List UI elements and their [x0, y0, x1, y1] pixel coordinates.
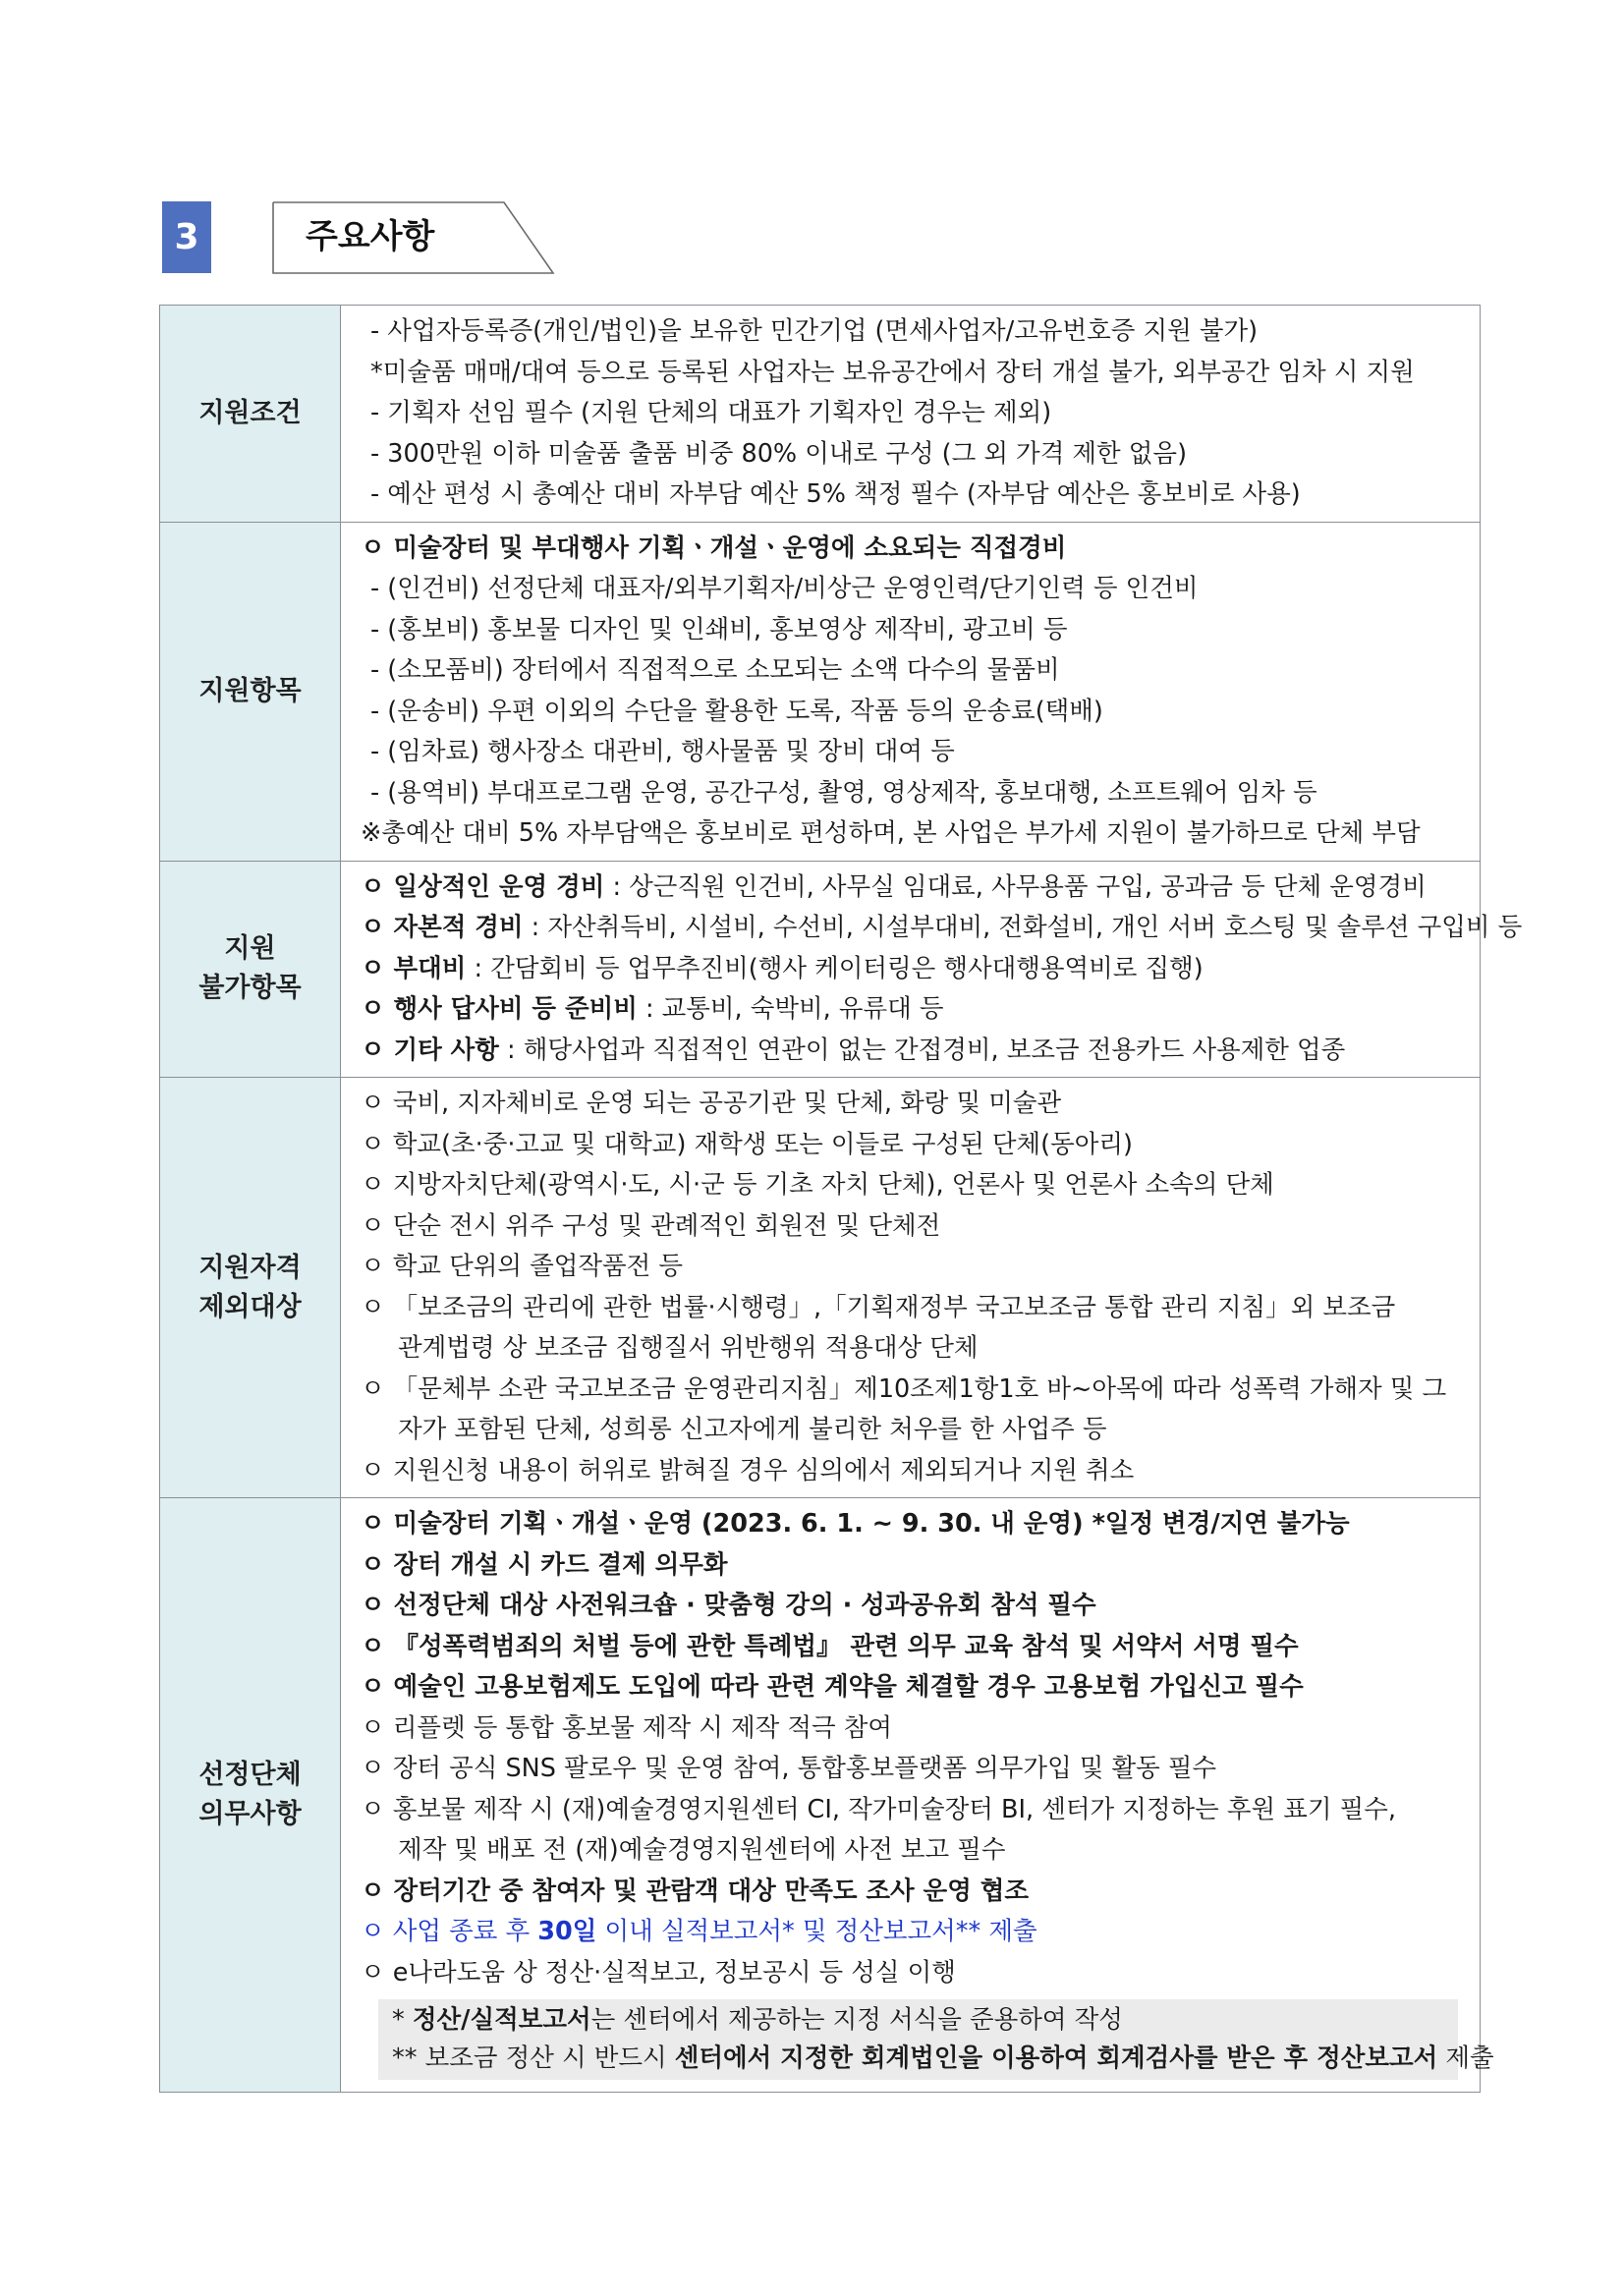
item-text: : 해당사업과 직접적인 연관이 없는 간접경비, 보조금 전용카드 사용제한 업종 [498, 1035, 1346, 1065]
row-label: 지원조건 [198, 397, 302, 428]
item-text: : 교통비, 숙박비, 유류대 등 [637, 994, 944, 1024]
row-content-cell [341, 522, 1481, 861]
list-item [361, 475, 1458, 516]
list-item [361, 868, 1458, 909]
row-label: 의무사항 [198, 1799, 302, 1829]
list-item [361, 311, 1458, 353]
item-text: - 사업자등록증(개인/법인)을 보유한 민간기업 (면세사업자/고유번호증 지원 불가) [370, 316, 1259, 346]
row-content-cell [341, 1498, 1494, 2093]
item-text: ㅇ 「문체부 소관 국고보조금 운영관리지침」제10조제1항1호 바~아목에 따라 성폭력 가해자 및 그 [361, 1373, 1447, 1404]
list-item [361, 1247, 1458, 1288]
list-item [361, 1328, 1458, 1370]
row-label: 선정단체 [198, 1760, 302, 1790]
item-text: 자가 포함된 단체, 성희롱 신고자에게 불리한 처우를 한 사업주 등 [398, 1415, 1107, 1444]
item-text: ㅇ 지방자치단체(광역시·도, 시·군 등 기초 자치 단체), 언론사 및 언론사 소속의 단체 [361, 1170, 1274, 1200]
list-item [361, 1165, 1458, 1206]
list-item [361, 569, 1458, 610]
item-text: ㅇ 단순 전시 위주 구성 및 관례적인 회원전 및 단체전 [361, 1210, 941, 1241]
list-item [361, 1451, 1458, 1492]
item-text: ㅇ 장터 개설 시 카드 결제 의무화 [361, 1549, 728, 1580]
row-content-cell [341, 1078, 1481, 1498]
row-label: 불가항목 [198, 973, 302, 1004]
list-item [361, 813, 1458, 855]
list-item [361, 1830, 1458, 1872]
item-text: - 300만원 이하 미술품 출품 비중 80% 이내로 구성 (그 외 가격 제한 없음) [370, 438, 1188, 469]
item-text: ㅇ 사업 종료 후 [361, 1917, 538, 1946]
list-item [361, 692, 1458, 733]
item-text: : 간담회비 등 업무추진비(행사 케이터링은 행사대행용역비로 집행) [466, 953, 1204, 983]
item-heading: ㅇ 부대비 [361, 953, 467, 983]
list-item [361, 610, 1458, 651]
row-label-cell [160, 522, 341, 861]
item-text: ㅇ 선정단체 대상 사전워크숍 · 맞춤형 강의 · 성과공유회 참석 필수 [361, 1591, 1096, 1620]
item-text: ㅇ e나라도움 상 정산·실적보고, 정보공시 등 성실 이행 [361, 1957, 956, 1988]
list-item [361, 1790, 1458, 1831]
item-text: ㅇ 「보조금의 관리에 관한 법률·시행령」,「기획재정부 국고보조금 통합 관리 지침」외 보조금 [361, 1292, 1396, 1322]
item-text: ㅇ 리플렛 등 통합 홍보물 제작 시 제작 적극 참여 [361, 1712, 892, 1743]
table-row [160, 522, 1481, 861]
item-text: *미술품 매매/대여 등으로 등록된 사업자는 보유공간에서 장터 개설 불가, 외부공간 임차 시 지원 [370, 357, 1415, 387]
list-item [361, 1708, 1458, 1750]
requirements-table [159, 305, 1523, 2093]
item-text: - (홍보비) 홍보물 디자인 및 인쇄비, 홍보영상 제작비, 광고비 등 [370, 614, 1068, 644]
list-item [361, 1370, 1458, 1411]
table-row [160, 306, 1481, 523]
item-text: - (인건비) 선정단체 대표자/외부기획자/비상근 운영인력/단기인력 등 인건비 [370, 574, 1199, 603]
item-text: - (용역비) 부대프로그램 운영, 공간구성, 촬영, 영상제작, 홍보대행, 소프트웨어 임차 등 [370, 777, 1317, 808]
list-item [361, 1410, 1458, 1451]
list-item [361, 650, 1458, 692]
list-item [361, 1084, 1458, 1125]
item-heading: ㅇ 일상적인 운영 경비 [361, 871, 605, 902]
list-item [361, 1504, 1458, 1545]
list-item [361, 434, 1458, 476]
section-header [162, 201, 555, 275]
list-item [361, 949, 1458, 990]
table-row [160, 1078, 1481, 1498]
item-text: 이내 실적보고서* 및 정산보고서** 제출 [596, 1917, 1037, 1946]
section-title-box [272, 201, 508, 273]
section-number: 3 [162, 201, 211, 273]
item-text: - 예산 편성 시 총예산 대비 자부담 예산 5% 책정 필수 (자부담 예산은 홍보비로 사용) [370, 479, 1301, 509]
list-item [361, 393, 1458, 434]
list-item [361, 1872, 1458, 1913]
list-item [361, 1206, 1458, 1248]
footnote-text: 는 센터에서 제공하는 지정 서식을 준용하여 작성 [590, 2005, 1123, 2035]
footnote-text: * [392, 2005, 413, 2035]
item-emphasis: 30일 [537, 1917, 597, 1946]
list-item [361, 732, 1458, 773]
list-item [361, 1912, 1458, 1953]
item-text: ㅇ 『성폭력범죄의 처벌 등에 관한 특례법』 관련 의무 교육 참석 및 서약서 서명 필수 [361, 1631, 1299, 1661]
list-item [361, 1953, 1458, 1994]
footnote-emphasis: 정산/실적보고서 [412, 2005, 591, 2035]
item-text: - (운송비) 우편 이외의 수단을 활용한 도록, 작품 등의 운송료(택배) [370, 696, 1103, 726]
item-text: ㅇ 미술장터 기획ㆍ개설ㆍ운영 (2023. 6. 1. ~ 9. 30. 내 운영) *일정 변경/지연 불가능 [361, 1509, 1350, 1539]
item-text: ㅇ 학교 단위의 졸업작품전 등 [361, 1252, 684, 1281]
item-text: : 자산취득비, 시설비, 수선비, 시설부대비, 전화설비, 개인 서버 호스팅 및 솔루션 구입비 등 [523, 913, 1523, 942]
list-item [361, 1627, 1458, 1668]
footnote-text: ** 보조금 정산 시 반드시 [392, 2044, 675, 2073]
row-label-cell [160, 1498, 341, 2093]
item-text: ㅇ 지원신청 내용이 허위로 밝혀질 경우 심의에서 제외되거나 지원 취소 [361, 1455, 1135, 1485]
row-label: 지원자격 [198, 1252, 302, 1283]
list-item [361, 773, 1458, 814]
row-label-cell [160, 306, 341, 523]
item-text: : 상근직원 인건비, 사무실 임대료, 사무용품 구입, 공과금 등 단체 운영경비 [604, 871, 1427, 902]
item-text: ㅇ 예술인 고용보험제도 도입에 따라 관련 계약을 체결할 경우 고용보험 가입신고 필수 [361, 1672, 1304, 1702]
list-item [361, 1667, 1458, 1708]
list-item [361, 529, 1458, 570]
item-text: 제작 및 배포 전 (재)예술경영지원센터에 사전 보고 필수 [398, 1835, 1006, 1865]
item-heading: ㅇ 행사 답사비 등 준비비 [361, 994, 638, 1024]
section-title: 주요사항 [306, 217, 435, 256]
item-text: ㅇ 장터 공식 SNS 팔로우 및 운영 참여, 통합홍보플랫폼 의무가입 및 활동 필수 [361, 1754, 1217, 1783]
item-heading: ㅇ 기타 사항 [361, 1035, 499, 1065]
item-text: ㅇ 학교(초·중·고교 및 대학교) 재학생 또는 이들로 구성된 단체(동아리) [361, 1129, 1133, 1159]
row-content-cell [341, 861, 1523, 1078]
list-item [361, 1125, 1458, 1166]
footnote [392, 2001, 1450, 2040]
footnote-text: 제출 [1437, 2044, 1494, 2073]
row-label: 지원항목 [198, 675, 302, 706]
footnote-emphasis: 센터에서 지정한 회계법인을 이용하여 회계검사를 받은 후 정산보고서 [674, 2044, 1438, 2073]
footnote-box [378, 1999, 1494, 2080]
item-text: ㅇ 홍보물 제작 시 (재)예술경영지원센터 CI, 작가미술장터 BI, 센터가 지정하는 후원 표기 필수, [361, 1794, 1396, 1824]
row-label-cell [160, 861, 341, 1078]
row-label: 제외대상 [198, 1291, 302, 1322]
item-heading: ㅇ 자본적 경비 [361, 913, 524, 942]
list-item [361, 353, 1458, 394]
row-label: 지원 [224, 933, 276, 965]
list-item [361, 1545, 1458, 1587]
item-text: ※총예산 대비 5% 자부담액은 홍보비로 편성하며, 본 사업은 부가세 지원이 불가하므로 단체 부담 [361, 818, 1421, 848]
footnote [392, 2040, 1494, 2078]
table-row [160, 861, 1481, 1078]
item-text: - (소모품비) 장터에서 직접적으로 소모되는 소액 다수의 물품비 [370, 655, 1060, 685]
list-item [361, 989, 1458, 1031]
table-row [160, 1498, 1481, 2093]
row-label-cell [160, 1078, 341, 1498]
row-content-cell [341, 306, 1481, 523]
item-text: ㅇ 국비, 지자체비로 운영 되는 공공기관 및 단체, 화랑 및 미술관 [361, 1089, 1062, 1118]
list-item [361, 1288, 1458, 1329]
list-item [361, 1749, 1458, 1790]
item-text: ㅇ 장터기간 중 참여자 및 관람객 대상 만족도 조사 운영 협조 [361, 1876, 1029, 1906]
list-item [361, 1586, 1458, 1627]
list-item [361, 1031, 1458, 1072]
item-text: - 기획자 선임 필수 (지원 단체의 대표가 기획자인 경우는 제외) [370, 398, 1052, 427]
item-text: ㅇ 미술장터 및 부대행사 기획ㆍ개설ㆍ운영에 소요되는 직접경비 [361, 532, 1067, 563]
list-item [361, 908, 1523, 949]
item-text: - (임차료) 행사장소 대관비, 행사물품 및 장비 대여 등 [370, 737, 955, 766]
item-text: 관계법령 상 보조금 집행질서 위반행위 적용대상 단체 [398, 1333, 979, 1363]
